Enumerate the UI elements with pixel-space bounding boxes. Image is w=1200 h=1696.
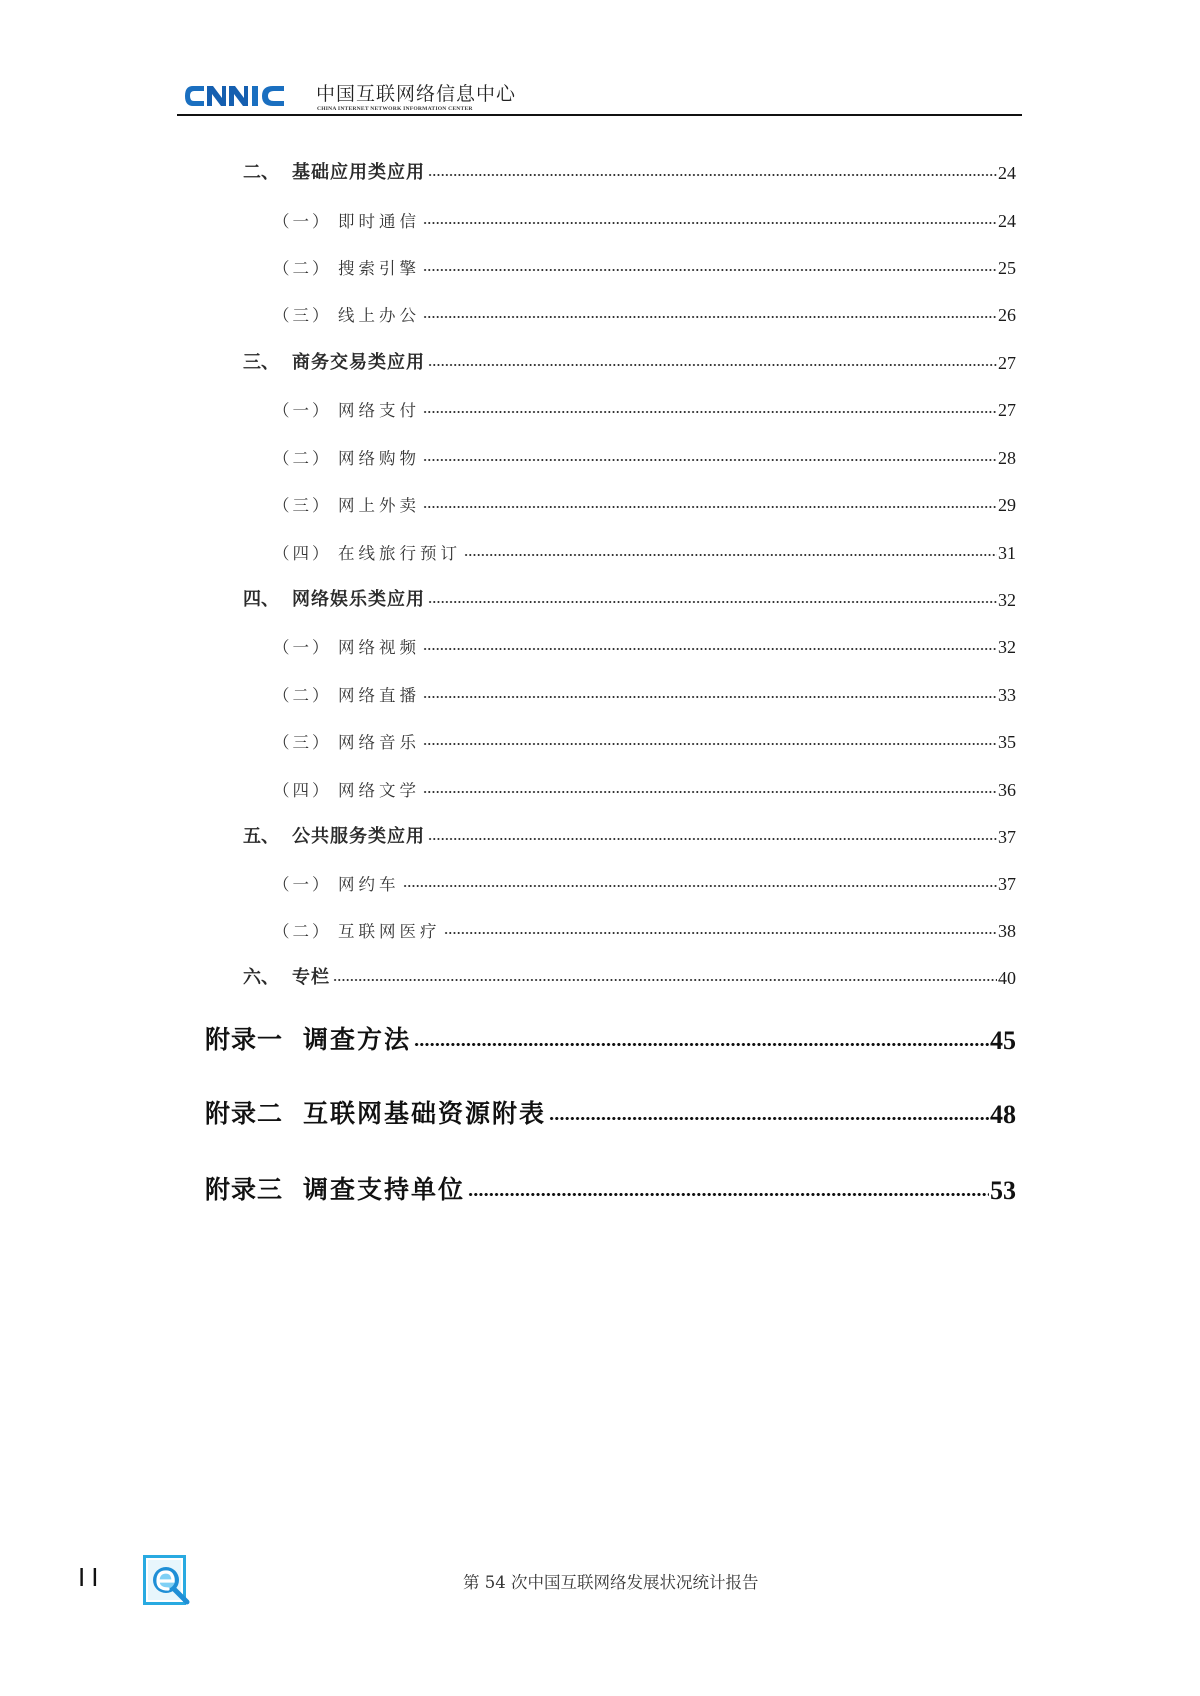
page-number: 25 — [998, 258, 1016, 278]
page-number: 33 — [998, 685, 1016, 705]
toc-item[interactable] — [273, 439, 1016, 469]
item-title: 网络文学 — [338, 781, 420, 800]
section-number: 六、 — [243, 967, 279, 988]
item-number: （二） — [273, 449, 332, 468]
toc-item[interactable] — [273, 202, 1016, 232]
item-number: （三） — [273, 733, 332, 752]
toc-item[interactable] — [273, 534, 1016, 564]
section-number: 四、 — [243, 589, 279, 610]
item-number: （一） — [273, 401, 332, 420]
toc-section-3[interactable] — [243, 344, 1016, 374]
item-title: 即时通信 — [338, 212, 420, 231]
toc-item[interactable] — [273, 391, 1016, 421]
appendix-number: 附录三 — [205, 1175, 284, 1204]
toc-item[interactable] — [273, 723, 1016, 753]
report-title: 第 54 次中国互联网络发展状况统计报告 — [463, 1573, 759, 1592]
item-title: 线上办公 — [338, 306, 420, 325]
footer-page-number: II — [78, 1562, 105, 1592]
appendix-number: 附录一 — [205, 1025, 284, 1054]
org-name-en: CHINA INTERNET NETWORK INFORMATION CENTER — [317, 106, 473, 112]
toc-item[interactable] — [273, 628, 1016, 658]
dot-leader — [428, 598, 997, 606]
appendix-number: 附录二 — [205, 1099, 284, 1128]
page-number: 27 — [998, 400, 1016, 420]
item-title: 搜索引擎 — [338, 259, 420, 278]
page-number: 27 — [998, 353, 1016, 373]
dot-leader — [403, 882, 998, 890]
section-title: 网络娱乐类应用 — [292, 589, 425, 610]
page-number: 37 — [998, 874, 1016, 894]
item-number: （四） — [273, 544, 332, 563]
page-header — [177, 80, 1022, 118]
page-number: 53 — [990, 1176, 1016, 1205]
dot-leader — [423, 313, 997, 321]
toc-item[interactable] — [273, 486, 1016, 516]
dot-leader — [423, 740, 997, 748]
dot-leader — [414, 1039, 989, 1049]
appendix-title: 调查方法 — [303, 1025, 412, 1054]
dot-leader — [468, 1189, 989, 1199]
page-number: 40 — [998, 968, 1016, 988]
item-number: （三） — [273, 496, 332, 515]
item-number: （三） — [273, 306, 332, 325]
section-title: 基础应用类应用 — [292, 162, 425, 183]
item-number: （一） — [273, 638, 332, 657]
dot-leader — [423, 503, 997, 511]
dot-leader — [428, 171, 997, 179]
dot-leader — [423, 693, 997, 701]
toc-section-5[interactable] — [243, 818, 1016, 848]
section-number: 三、 — [243, 352, 279, 373]
page-number: 24 — [998, 211, 1016, 231]
toc-section-2[interactable] — [243, 154, 1016, 184]
dot-leader — [423, 456, 997, 464]
page-number: 32 — [998, 637, 1016, 657]
item-title: 网上外卖 — [338, 496, 420, 515]
toc-section-6[interactable] — [243, 959, 1016, 989]
dot-leader — [423, 788, 997, 796]
toc-appendix-3[interactable] — [205, 1170, 1016, 1206]
dot-leader — [428, 835, 997, 843]
dot-leader — [423, 408, 997, 416]
page-number: 38 — [998, 921, 1016, 941]
toc-appendix-2[interactable] — [205, 1094, 1016, 1130]
section-number: 五、 — [243, 826, 279, 847]
page-number: 48 — [990, 1100, 1016, 1129]
item-title: 互联网医疗 — [338, 922, 441, 941]
section-title: 公共服务类应用 — [292, 826, 425, 847]
cnnic-logo — [184, 84, 308, 108]
dot-leader — [464, 551, 997, 559]
toc-item[interactable] — [273, 865, 1016, 895]
page-number: 29 — [998, 495, 1016, 515]
page-number: 28 — [998, 448, 1016, 468]
search-e-icon — [143, 1555, 193, 1607]
toc-item[interactable] — [273, 296, 1016, 326]
item-number: （二） — [273, 259, 332, 278]
page-number: 26 — [998, 305, 1016, 325]
page-number: 35 — [998, 732, 1016, 752]
page-number: 37 — [998, 827, 1016, 847]
dot-leader — [444, 929, 998, 937]
page-number: 31 — [998, 543, 1016, 563]
toc-appendix-1[interactable] — [205, 1020, 1016, 1056]
dot-leader — [423, 645, 997, 653]
item-title: 网络直播 — [338, 686, 420, 705]
section-title: 专栏 — [292, 967, 330, 988]
dot-leader — [423, 219, 997, 227]
toc-item[interactable] — [273, 249, 1016, 279]
page-number: 24 — [998, 163, 1016, 183]
dot-leader — [423, 266, 997, 274]
dot-leader — [428, 361, 997, 369]
item-number: （一） — [273, 875, 332, 894]
dot-leader — [549, 1113, 989, 1123]
item-number: （二） — [273, 686, 332, 705]
page-number: 36 — [998, 780, 1016, 800]
item-title: 网络视频 — [338, 638, 420, 657]
header-divider — [177, 114, 1022, 116]
toc-item[interactable] — [273, 771, 1016, 801]
dot-leader — [333, 976, 997, 984]
toc-section-4[interactable] — [243, 581, 1016, 611]
appendix-title: 调查支持单位 — [303, 1175, 466, 1204]
org-name-cn: 中国互联网络信息中心 — [316, 83, 517, 105]
section-number: 二、 — [243, 162, 279, 183]
item-title: 网络音乐 — [338, 733, 420, 752]
item-number: （四） — [273, 781, 332, 800]
appendix-title: 互联网基础资源附表 — [303, 1099, 547, 1128]
item-title: 在线旅行预订 — [338, 544, 461, 563]
item-number: （二） — [273, 922, 332, 941]
page-number: 32 — [998, 590, 1016, 610]
toc-item[interactable] — [273, 676, 1016, 706]
page-number: 45 — [990, 1026, 1016, 1055]
section-title: 商务交易类应用 — [292, 352, 425, 373]
item-title: 网络购物 — [338, 449, 420, 468]
toc-item[interactable] — [273, 912, 1016, 942]
item-title: 网约车 — [338, 875, 400, 894]
item-number: （一） — [273, 212, 332, 231]
item-title: 网络支付 — [338, 401, 420, 420]
